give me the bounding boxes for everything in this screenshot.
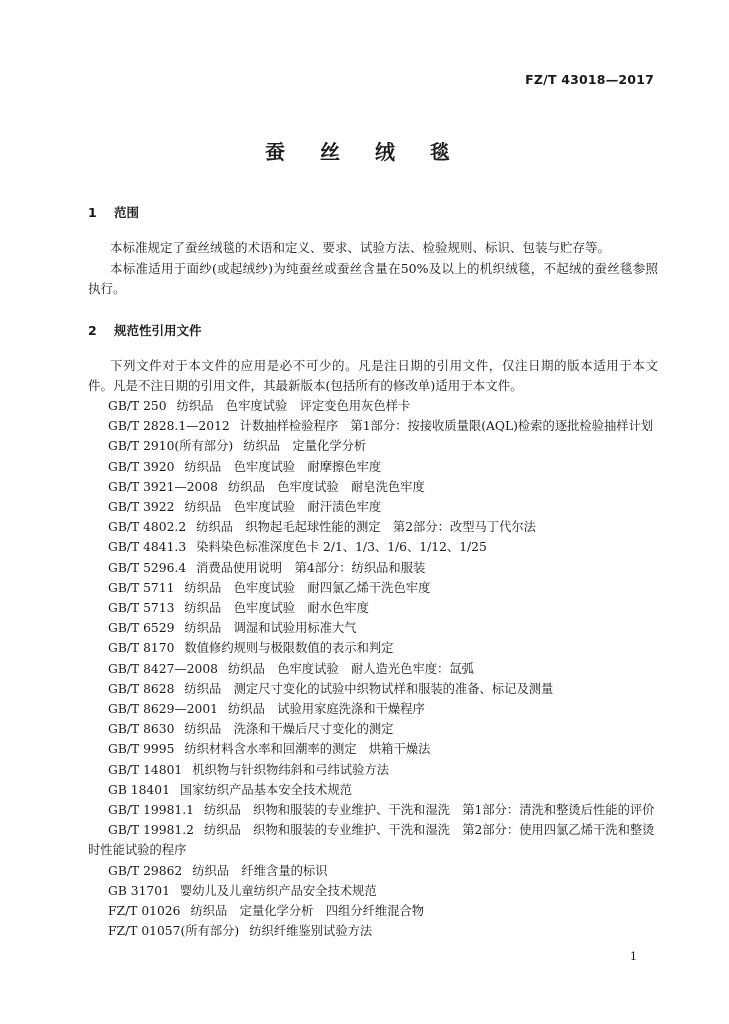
reference-item bbox=[88, 760, 660, 780]
reference-item bbox=[88, 719, 660, 739]
reference-code: GB/T 8630 bbox=[108, 722, 175, 737]
reference-code: FZ/T 01057(所有部分) bbox=[108, 924, 240, 939]
reference-code: GB 18401 bbox=[108, 782, 170, 797]
reference-code: GB/T 2828.1—2012 bbox=[108, 419, 230, 434]
reference-item bbox=[88, 638, 660, 658]
reference-title: 纺织品 色牢度试验 耐水色牢度 bbox=[184, 601, 369, 616]
reference-code: GB/T 5296.4 bbox=[108, 560, 187, 575]
reference-title: 国家纺织产品基本安全技术规范 bbox=[179, 782, 353, 797]
reference-title: 消费品使用说明 第4部分：纺织品和服装 bbox=[196, 560, 426, 575]
reference-title: 纺织品 色牢度试验 评定变色用灰色样卡 bbox=[176, 399, 411, 413]
reference-code: GB/T 3920 bbox=[108, 459, 175, 474]
reference-item bbox=[88, 881, 660, 901]
section-number: 1 bbox=[88, 205, 97, 220]
reference-code: GB/T 3921—2008 bbox=[108, 479, 218, 494]
reference-item bbox=[88, 699, 660, 719]
reference-item bbox=[88, 820, 660, 860]
reference-item bbox=[88, 800, 660, 820]
reference-title: 纺织品 洗涤和干燥后尺寸变化的测定 bbox=[184, 722, 394, 737]
reference-title: 染料染色标准深度色卡 2/1、1/3、1/6、1/12、1/25 bbox=[196, 540, 487, 555]
reference-title: 机织物与针织物纬斜和弓纬试验方法 bbox=[192, 762, 389, 777]
reference-title: 纺织品 纤维含量的标识 bbox=[192, 863, 328, 878]
page-number: 1 bbox=[630, 950, 637, 963]
reference-code: GB/T 4841.3 bbox=[108, 540, 187, 555]
reference-code: GB/T 8628 bbox=[108, 681, 175, 696]
section-heading-scope bbox=[88, 203, 139, 221]
reference-code: GB/T 6529 bbox=[108, 621, 175, 636]
scope-paragraph-1: 本标准规定了蚕丝绒毯的术语和定义、要求、试验方法、检验规则、标识、包装与贮存等。 bbox=[110, 240, 611, 255]
references-intro-paragraph: 下列文件对于本文件的应用是必不可少的。凡是注日期的引用文件，仅注日期的版本适用于本文件。凡是不注日期的引用文件，其最新版本(包括所有的修改单)适用于本文件。 bbox=[88, 358, 658, 393]
reference-code: FZ/T 01026 bbox=[108, 904, 181, 919]
reference-code: GB/T 8427—2008 bbox=[108, 661, 218, 676]
reference-title: 纺织材料含水率和回潮率的测定 烘箱干燥法 bbox=[184, 742, 431, 757]
reference-title: 纺织品 试验用家庭洗涤和干燥程序 bbox=[228, 702, 425, 717]
reference-title: 纺织品 色牢度试验 耐人造光色牢度：氙弧 bbox=[228, 661, 474, 676]
reference-item bbox=[88, 517, 660, 537]
document-title: 蚕 丝 绒 毯 bbox=[265, 140, 464, 164]
reference-item bbox=[88, 598, 660, 618]
reference-item bbox=[88, 739, 660, 759]
reference-title: 纺织品 定量化学分析 四组分纤维混合物 bbox=[190, 904, 425, 919]
reference-item bbox=[88, 780, 660, 800]
reference-item bbox=[88, 901, 660, 921]
reference-item bbox=[88, 396, 660, 416]
reference-title: 纺织品 色牢度试验 耐汗渍色牢度 bbox=[184, 500, 382, 515]
reference-title: 纺织品 织物和服装的专业维护、干洗和湿洗 第2部分：使用四氯乙烯干洗和整烫时性能试验的程序 bbox=[88, 823, 655, 858]
section-title: 范围 bbox=[114, 205, 140, 220]
reference-item bbox=[88, 436, 660, 456]
reference-code: GB/T 14801 bbox=[108, 762, 183, 777]
reference-title: 纺织纤维鉴别试验方法 bbox=[249, 924, 373, 939]
reference-code: GB/T 19981.2 bbox=[108, 823, 194, 838]
reference-title: 纺织品 色牢度试验 耐摩擦色牢度 bbox=[184, 459, 382, 474]
reference-item bbox=[88, 659, 660, 679]
reference-code: GB/T 250 bbox=[108, 399, 167, 413]
reference-title: 纺织品 调湿和试验用标准大气 bbox=[184, 621, 357, 636]
reference-code: GB/T 5711 bbox=[108, 580, 175, 595]
reference-title: 计数抽样检验程序 第1部分：按接收质量限(AQL)检索的逐批检验抽样计划 bbox=[239, 419, 654, 434]
reference-code: GB/T 29862 bbox=[108, 863, 183, 878]
reference-title: 纺织品 织物起毛起球性能的测定 第2部分：改型马丁代尔法 bbox=[196, 520, 536, 535]
reference-title: 数值修约规则与极限数值的表示和判定 bbox=[184, 641, 394, 656]
reference-title: 婴幼儿及儿童纺织产品安全技术规范 bbox=[179, 883, 377, 898]
reference-item bbox=[88, 861, 660, 881]
scope-paragraph-2: 本标准适用于面纱(或起绒纱)为纯蚕丝或蚕丝含量在50%及以上的机织绒毯，不起绒的蚕丝毯参照执行。 bbox=[88, 261, 658, 296]
reference-item bbox=[88, 457, 660, 477]
reference-code: GB/T 5713 bbox=[108, 601, 175, 616]
reference-title: 纺织品 织物和服装的专业维护、干洗和湿洗 第1部分：清洗和整烫后性能的评价 bbox=[203, 803, 655, 818]
reference-title: 纺织品 测定尺寸变化的试验中织物试样和服装的准备、标记及测量 bbox=[184, 681, 554, 696]
reference-code: GB/T 3922 bbox=[108, 500, 175, 515]
reference-item bbox=[88, 477, 660, 497]
standard-code: FZ/T 43018—2017 bbox=[525, 72, 654, 87]
reference-item bbox=[88, 921, 660, 941]
reference-code: GB/T 8170 bbox=[108, 641, 175, 656]
reference-item bbox=[88, 679, 660, 699]
reference-code: GB/T 4802.2 bbox=[108, 520, 187, 535]
section-number: 2 bbox=[88, 323, 97, 338]
reference-code: GB/T 19981.1 bbox=[108, 803, 194, 818]
reference-title: 纺织品 定量化学分析 bbox=[243, 439, 367, 454]
reference-item bbox=[88, 497, 660, 517]
reference-item bbox=[88, 618, 660, 638]
reference-title: 纺织品 色牢度试验 耐皂洗色牢度 bbox=[228, 479, 425, 494]
reference-item bbox=[88, 578, 660, 598]
reference-item bbox=[88, 558, 660, 578]
section-title: 规范性引用文件 bbox=[114, 323, 202, 338]
reference-list bbox=[88, 396, 660, 941]
reference-code: GB/T 9995 bbox=[108, 742, 175, 757]
reference-item bbox=[88, 537, 660, 557]
reference-title: 纺织品 色牢度试验 耐四氯乙烯干洗色牢度 bbox=[184, 580, 431, 595]
reference-code: GB/T 2910(所有部分) bbox=[108, 439, 234, 454]
reference-item bbox=[88, 416, 660, 436]
reference-code: GB/T 8629—2001 bbox=[108, 702, 218, 717]
section-heading-normative-references bbox=[88, 321, 202, 339]
reference-code: GB 31701 bbox=[108, 883, 170, 898]
